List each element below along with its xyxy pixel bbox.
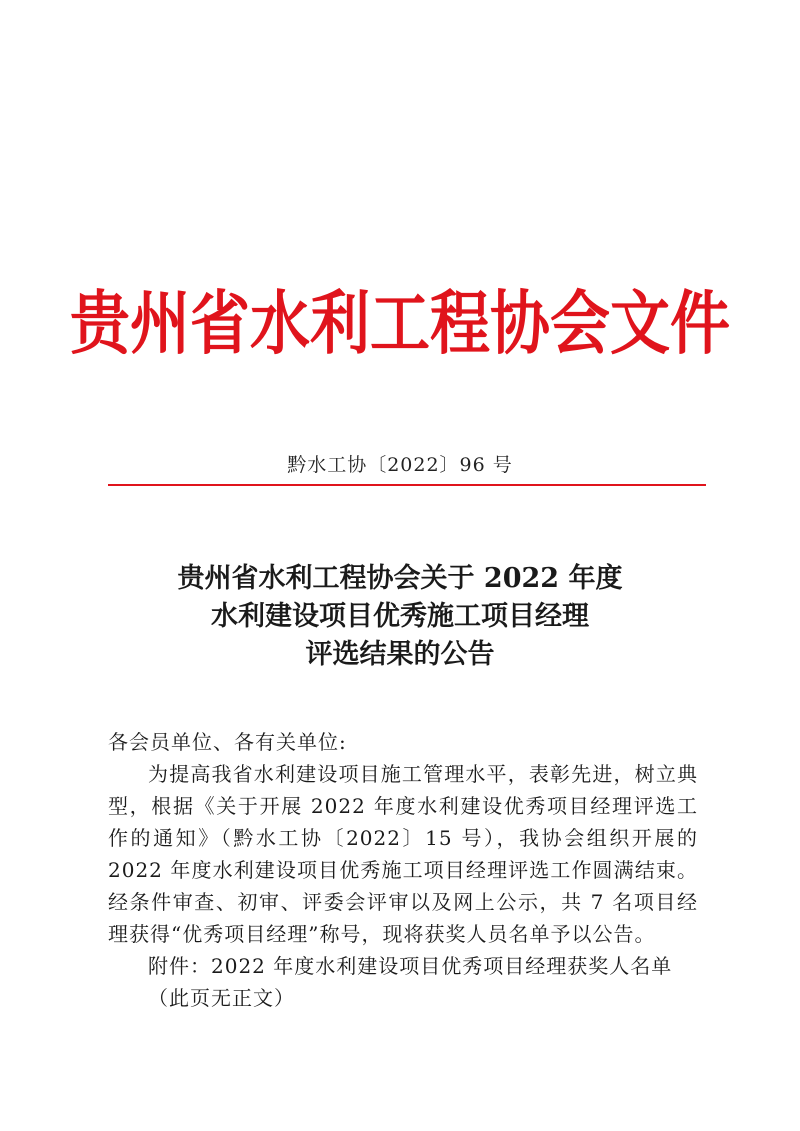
- notice-title-line-2: 水利建设项目优秀施工项目经理: [211, 601, 589, 632]
- attachment-line: 附件：2022 年度水利建设项目优秀项目经理获奖人名单: [148, 954, 673, 978]
- salutation: 各会员单位、各有关单位:: [108, 730, 347, 754]
- document-number: 黔水工协〔2022〕96 号: [287, 454, 513, 476]
- notice-body: [108, 726, 698, 1014]
- notice-title-line-3: 评选结果的公告: [305, 639, 495, 670]
- no-body-note: （此页无正文）: [148, 986, 295, 1010]
- notice-title: [0, 560, 800, 674]
- notice-title-line-1: 贵州省水利工程协会关于 2022 年度: [177, 563, 623, 594]
- masthead-title: 贵州省水利工程协会文件: [70, 283, 730, 365]
- red-divider-line: [108, 484, 706, 486]
- body-paragraph: 为提高我省水利建设项目施工管理水平，表彰先进，树立典型，根据《关于开展 2022 年度水利建设优秀项目经理评选工作的通知》（黔水工协〔2022〕15 号），我协会组织开展的 2022 年度水利建设项目优秀施工项目经理评选工作圆满结束。经条件审查、初审、评委会评审以及网上公示，共 7 名项目经理获得“优秀项目经理”称号，现将获奖人员名单予以公告。: [108, 762, 698, 946]
